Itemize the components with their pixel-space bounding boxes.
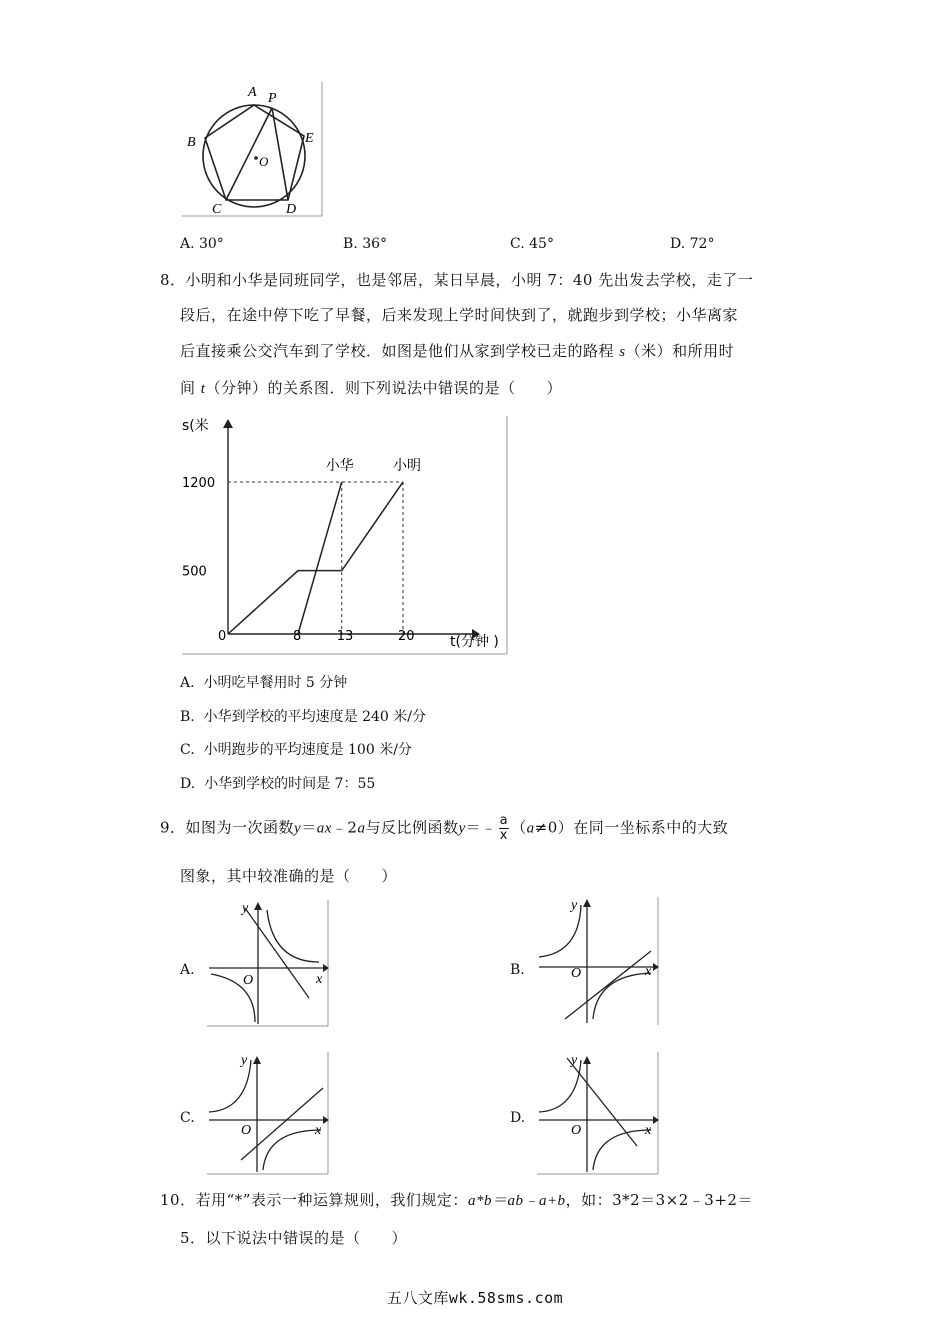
- q7-figure: [180, 80, 325, 218]
- q10-line-2: 5．以下说法中错误的是（ ）: [180, 1229, 408, 1247]
- q7-label-a: A: [248, 85, 257, 100]
- q9-option-a-label: A.: [180, 962, 195, 978]
- series-line-0: [228, 482, 403, 634]
- q7-option-c: C. 45°: [510, 236, 554, 252]
- q9-c-o: O: [241, 1123, 252, 1138]
- q7-label-e: E: [305, 131, 314, 146]
- x-tick-8: 8: [293, 629, 302, 644]
- series-line-1: [298, 482, 342, 634]
- y-tick-500: 500: [182, 564, 207, 580]
- series-label-xiaohua: 小华: [325, 457, 354, 474]
- q9-a-o: O: [243, 973, 254, 988]
- x-tick-0: 0: [218, 629, 227, 644]
- q9-graph-d: [535, 1050, 660, 1176]
- q9-d-o: O: [571, 1123, 582, 1138]
- q9-line-2: 图象，其中较准确的是（ ）: [180, 867, 398, 885]
- q8-line-3: 后直接乘公交汽车到了学校．如图是他们从家到学校已走的路程 s（米）和所用时: [180, 342, 735, 360]
- q7-option-d: D. 72°: [670, 236, 715, 252]
- q9-option-b-label: B.: [510, 962, 525, 978]
- q7-label-d: D: [286, 202, 297, 217]
- q8-option-a: A. 小明吃早餐用时 5 分钟: [180, 675, 348, 691]
- q9-graph-c: [205, 1050, 330, 1176]
- q8-chart: [180, 414, 510, 656]
- y-axis-arrow: [223, 419, 233, 428]
- footer-watermark: 五八文库wk.58sms.com: [386, 1289, 564, 1307]
- q9-a-y: y: [242, 901, 249, 916]
- x-axis-label: t(分钟 ): [450, 634, 499, 650]
- q9-option-c-label: C.: [180, 1110, 195, 1126]
- q7-label-b: B: [187, 135, 196, 150]
- q7-option-b: B. 36°: [343, 236, 388, 252]
- q7-option-a: A. 30°: [180, 236, 224, 252]
- q7-label-o: O: [259, 154, 269, 169]
- q9-c-y: y: [241, 1053, 248, 1068]
- q9-a-x: x: [316, 972, 323, 987]
- y-axis-label: s(米: [182, 418, 209, 434]
- q8-line-4: 间 t（分钟）的关系图．则下列说法中错误的是（ ）: [180, 379, 562, 397]
- q9-option-d-label: D.: [510, 1110, 526, 1126]
- q8-line-2: 段后，在途中停下吃了早餐，后来发现上学时间快到了，就跑步到学校；小华离家: [180, 306, 739, 324]
- y-tick-1200: 1200: [182, 475, 216, 491]
- q9-d-x: x: [645, 1123, 652, 1138]
- q7-label-p: P: [268, 91, 277, 106]
- q8-option-b: B. 小华到学校的平均速度是 240 米/分: [180, 709, 426, 725]
- q9-fraction: $\frac{a}{x}$: [499, 813, 509, 843]
- q8-option-c: C. 小明跑步的平均速度是 100 米/分: [180, 742, 412, 758]
- q9-line-1: 9．如图为一次函数y＝ax﹣2a与反比例函数y＝﹣ $\frac{a}{x}$ （a≠0）在同一坐标系中的大致: [160, 813, 729, 843]
- q8-line-1: 8．小明和小华是同班同学，也是邻居，某日早晨，小明 7：40 先出发去学校，走了一: [160, 271, 754, 289]
- q9-d-y: y: [571, 1053, 578, 1068]
- series-label-xiaoming: 小明: [393, 457, 421, 474]
- q9-b-x: x: [645, 964, 652, 979]
- q9-graph-b: [535, 895, 660, 1027]
- q10-line-1: 10．若用“*”表示一种运算规则，我们规定：a*b＝ab﹣a+b，如：3*2＝3×2﹣3+2＝: [160, 1191, 753, 1209]
- q8-option-d: D. 小华到学校的时间是 7：55: [180, 776, 376, 792]
- q9-b-y: y: [571, 898, 578, 913]
- q7-label-c: C: [212, 202, 222, 217]
- x-tick-20: 20: [398, 629, 415, 644]
- q9-b-o: O: [571, 966, 582, 981]
- x-tick-13: 13: [336, 629, 354, 644]
- q9-c-x: x: [315, 1123, 322, 1138]
- q9-graph-a: [205, 898, 330, 1028]
